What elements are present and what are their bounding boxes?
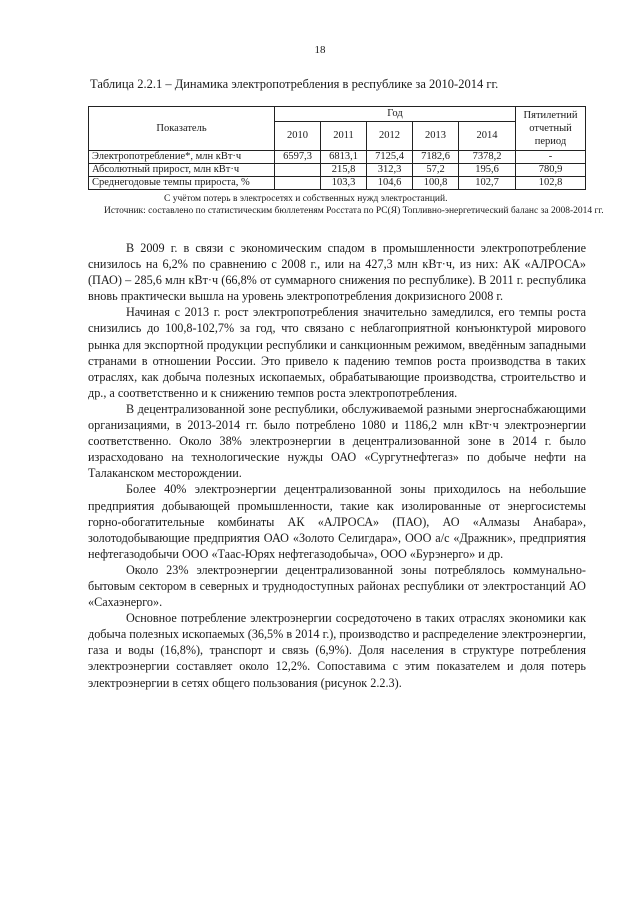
table-cell: 215,8: [321, 164, 367, 177]
row-label: Среднегодовые темпы прироста, %: [89, 177, 275, 190]
table-cell: 195,6: [459, 164, 516, 177]
header-year-2014: 2014: [459, 121, 516, 150]
table-cell: 6813,1: [321, 151, 367, 164]
table-row: [89, 164, 586, 177]
table-caption: Таблица 2.2.1 – Динамика электропотребления в республике за 2010-2014 гг.: [90, 77, 499, 91]
period-cell: 780,9: [516, 164, 586, 177]
header-year-2012: 2012: [367, 121, 413, 150]
electricity-consumption-table: [88, 106, 586, 190]
table-cell: 102,7: [459, 177, 516, 190]
table-cell: 7378,2: [459, 151, 516, 164]
table-source: Источник: составлено по статистическим бюллетеням Росстата по РС(Я) Топливно-энергетический баланс за 2008-2014 гг.: [104, 206, 604, 216]
table-cell: 100,8: [413, 177, 459, 190]
paragraph: В децентрализованной зоне республики, обслуживаемой разными энергоснабжающими организациями, в 2013-2014 гг. было потреблено 1080 и 1186,2 млн кВт·ч электроэнергии соответственно. Около 38% электроэнергии в децентрализованной зоне в 2014 г. было израсходовано на технологические нужды ОАО «Сургутнефтегаз» по добыче нефти на Талаканском месторождении.: [88, 401, 586, 481]
paragraph: Около 23% электроэнергии децентрализованной зоны потреблялось коммунально-бытовым сектором в северных и труднодоступных районах республики от электростанций АО «Сахаэнерго».: [88, 562, 586, 610]
table-cell: 104,6: [367, 177, 413, 190]
table-cell: 103,3: [321, 177, 367, 190]
table-cell: 57,2: [413, 164, 459, 177]
header-year-2010: 2010: [275, 121, 321, 150]
paragraph: Более 40% электроэнергии децентрализованной зоны приходилось на небольшие предприятия добывающей промышленности, такие как изолированные от энергосистемы горно-обогатительные комбинаты АК «АЛРОСА» (ПАО), АО «Алмазы Анабара», золотодобывающие предприятия ОАО «Золото Селигдара», ООО а/с «Дражник», предприятия нефтегазодобычи ООО «Таас-Юрях нефтегазодобыча», ООО «Бурэнерго» и др.: [88, 482, 586, 561]
header-year-2011: 2011: [321, 121, 367, 150]
table-row: [89, 177, 586, 190]
header-year-2013: 2013: [413, 121, 459, 150]
table-cell: 7182,6: [413, 151, 459, 164]
period-cell: -: [516, 151, 586, 164]
table-cell: 312,3: [367, 164, 413, 177]
paragraph: Начиная с 2013 г. рост электропотребления значительно замедлился, его темпы роста снизились до 100,8-102,7% за год, что связано с неблагоприятной конъюнктурой мирового рынка для экспортной продукции республики и санкционным режимом, введённым западными странами в отношении России. Это привело к падению темпов роста производства в таких отраслях, как добыча полезных ископаемых, обрабатывающие производства, строительство и др., а соответственно и к снижению темпов роста электропотребления.: [88, 305, 586, 400]
period-cell: 102,8: [516, 177, 586, 190]
table-cell: 7125,4: [367, 151, 413, 164]
header-year: Год: [275, 107, 516, 122]
table-cell: [275, 177, 321, 190]
table-cell: [275, 164, 321, 177]
table-row: [89, 151, 586, 164]
header-indicator: Показатель: [89, 107, 275, 151]
row-label: Электропотребление*, млн кВт·ч: [89, 151, 275, 164]
body-text: [88, 240, 586, 691]
paragraph: В 2009 г. в связи с экономическим спадом в промышленности электропотребление снизилось на 6,2% по сравнению с 2008 г., или на 427,3 млн кВт·ч, из них: АК «АЛРОСА» (ПАО) – 285,6 млн кВт·ч (66,8% от суммарного снижения по республике). В 2011 г. республика вновь практически вышла на уровень электропотребления докризисного 2008 г.: [88, 241, 586, 304]
page-number: 18: [314, 44, 326, 56]
table-footnote: С учётом потерь в электросетях и собственных нужд электростанций.: [164, 194, 448, 204]
row-label: Абсолютный прирост, млн кВт·ч: [89, 164, 275, 177]
paragraph: Основное потребление электроэнергии сосредоточено в таких отраслях экономики как добыча полезных ископаемых (36,5% в 2014 г.), производство и распределение электроэнергии, газа и воды (16,8%), транспорт и связь (6,9%). Доля населения в структуре потребления электроэнергии составляет около 12,2%. Сопоставима с этим показателем и доля потерь электроэнергии в сетях общего пользования (рисунок 2.2.3).: [88, 611, 586, 690]
table-cell: 6597,3: [275, 151, 321, 164]
header-period: Пятилетний отчетный период: [516, 107, 586, 151]
